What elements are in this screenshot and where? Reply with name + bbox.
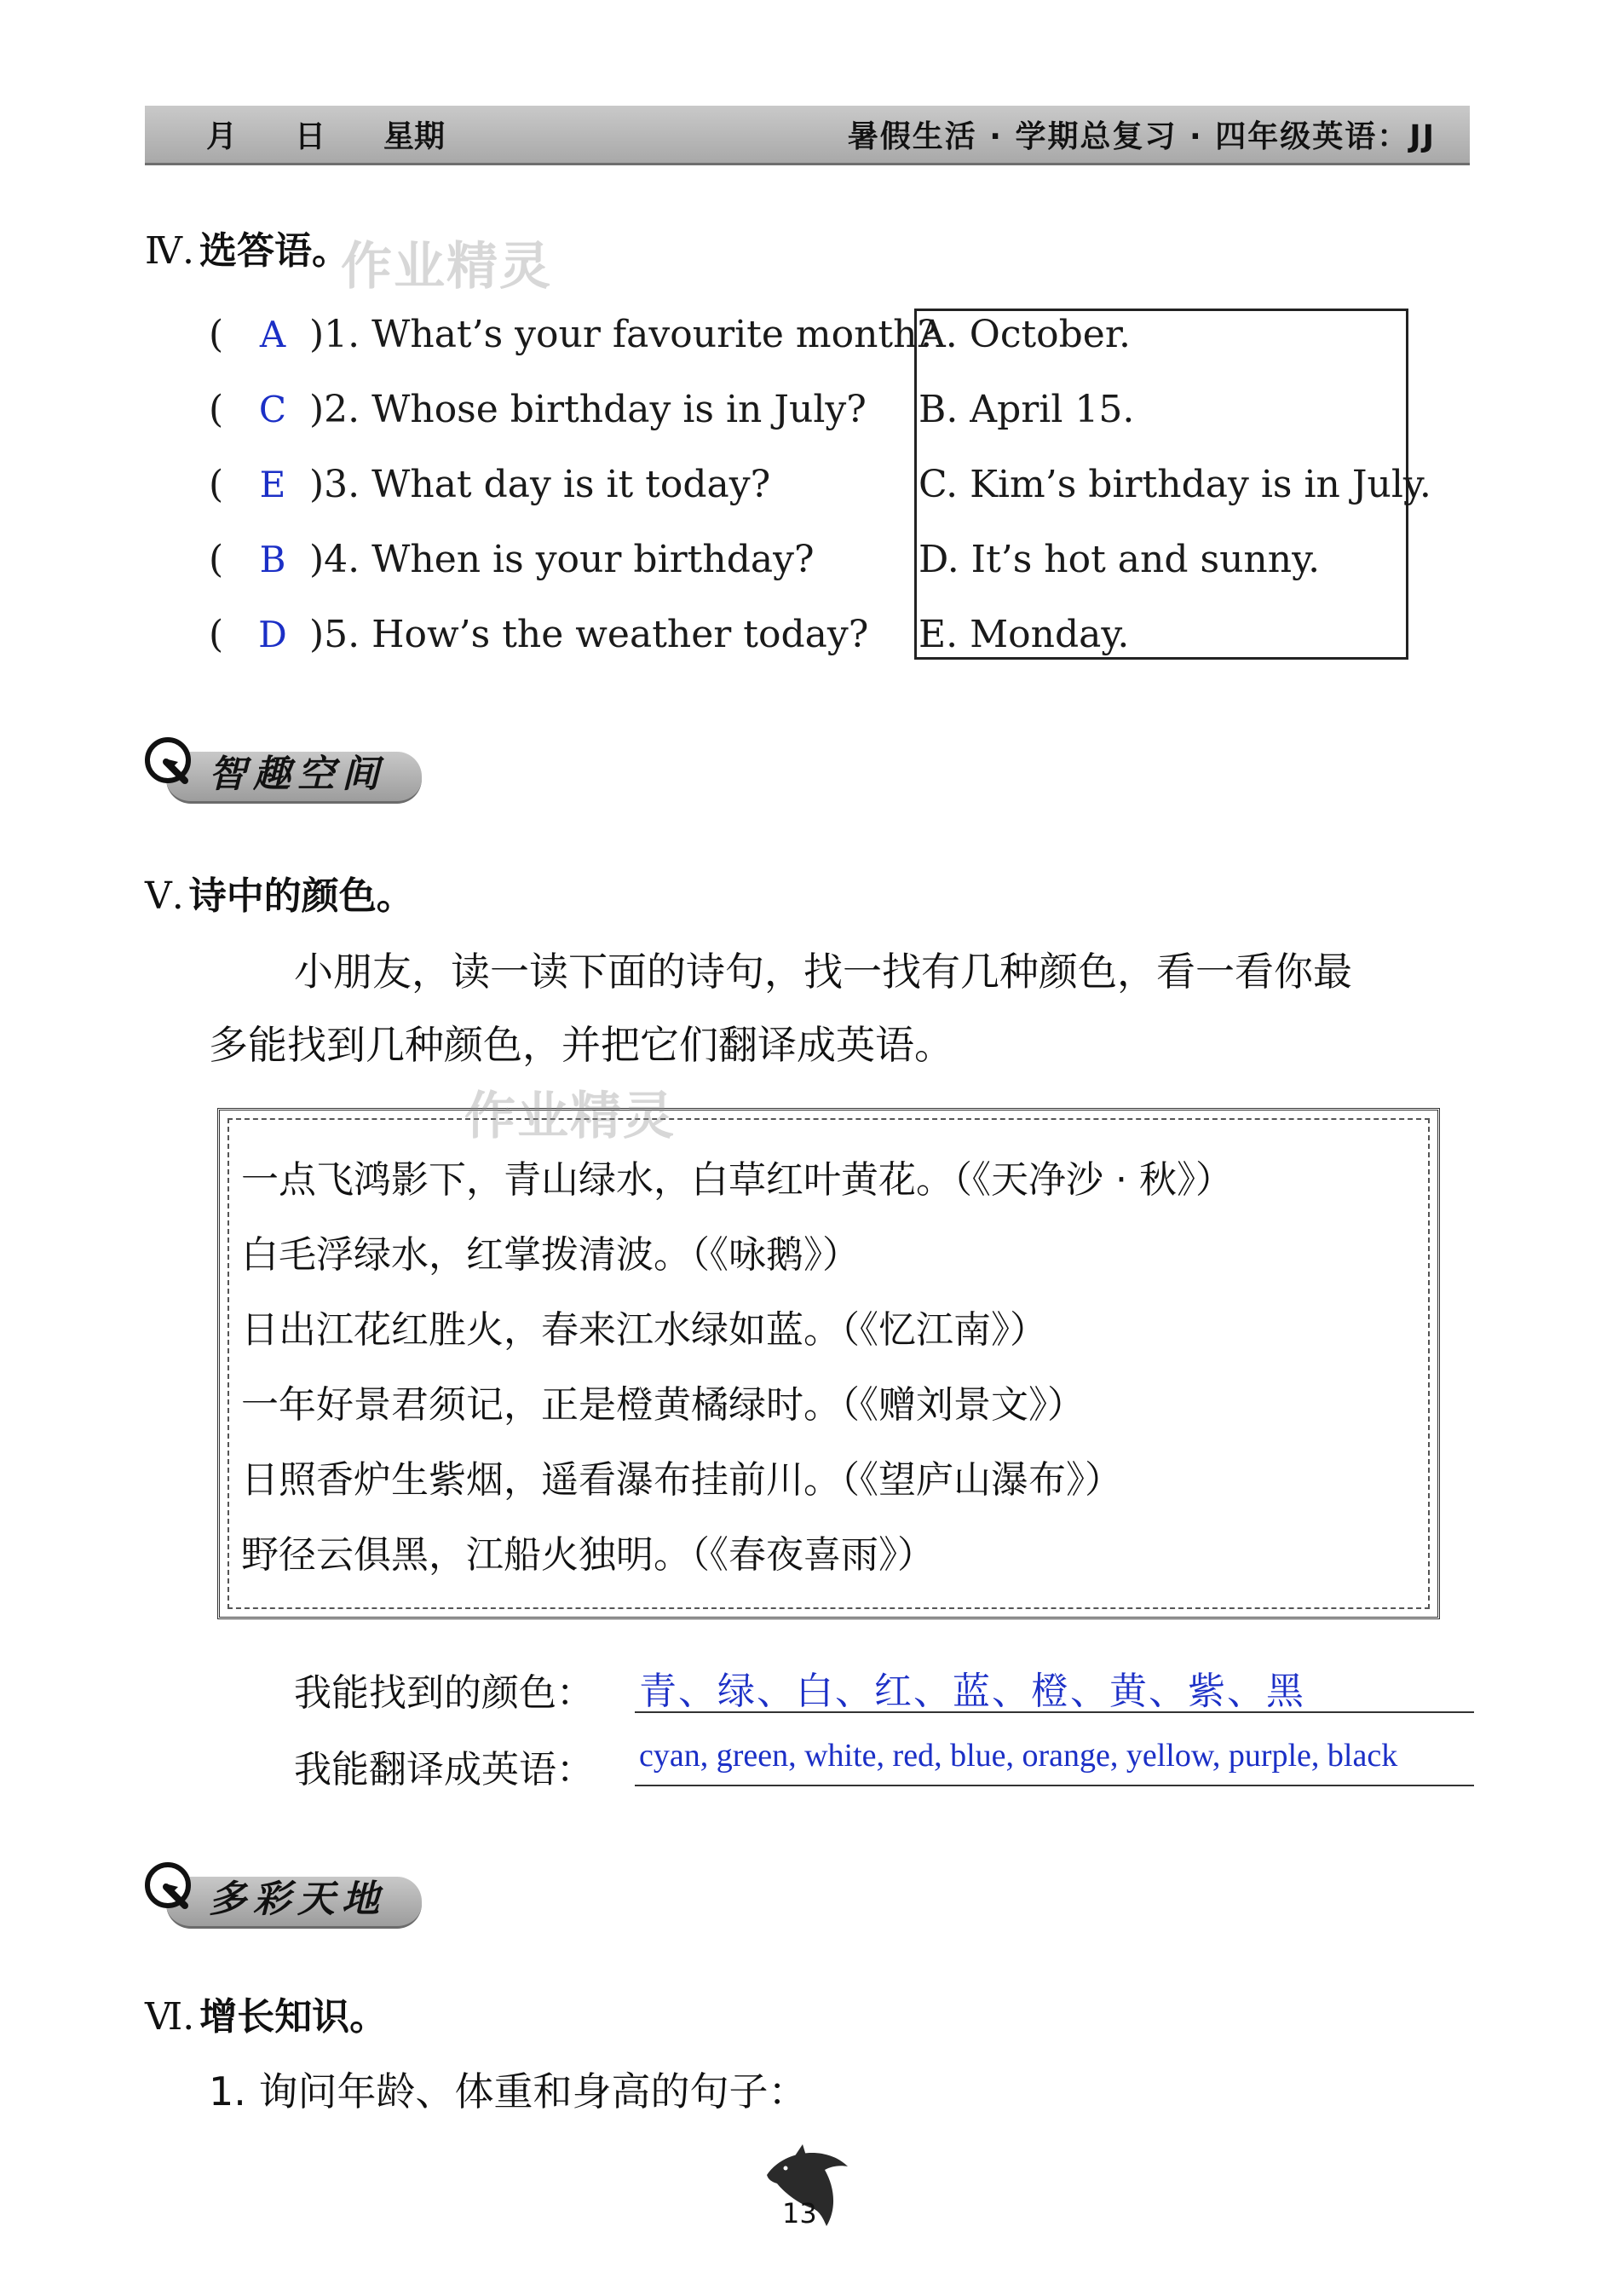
poem-line-5: 日照香炉生紫烟，遥看瀑布挂前川。（《望庐山瀑布》） [241,1458,1122,1502]
question-row [209,450,770,518]
poem-line-1: 一点飞鸿影下，青山绿水，白草红叶黄花。（《天净沙 · 秋》） [241,1158,1233,1202]
open-paren: ( [209,312,224,356]
section-4-numeral: Ⅳ. [145,229,194,273]
option-c: C. Kim’s birthday is in July. [919,462,1431,506]
option-e: E. Monday. [919,612,1130,656]
open-paren: ( [209,387,224,431]
answer-4: B [259,538,286,580]
section-6-numeral: Ⅵ. [145,1995,195,2039]
option-b: B. April 15. [919,387,1135,431]
banner-duocai-label: 多彩天地 [209,1878,386,1921]
weekday-label: 星期 [383,119,446,154]
watermark: 作业精灵 [341,237,552,297]
magnifier-icon [141,733,209,801]
question-row [209,300,937,368]
banner-zhiqu [141,733,422,806]
question-3: )3. What day is it today? [309,462,771,506]
question-row [209,600,868,668]
page-header [145,106,1470,165]
answer-3: E [259,463,286,505]
section-6-title: 增长知识。 [199,1995,388,2039]
colors-label: 我能找到的颜色： [294,1671,594,1715]
question-2: )2. Whose birthday is in July? [309,387,867,431]
answer-2: C [258,388,287,430]
poem-line-2: 白毛浮绿水，红掌拨清波。（《咏鹅》） [241,1233,860,1277]
section-5-numeral: Ⅴ. [145,874,184,918]
page-number: 13 [782,2197,817,2230]
intro-line-2: 多能找到几种颜色，并把它们翻译成英语。 [209,1022,953,1068]
section-5-heading [145,865,414,920]
section-4-heading [145,220,349,274]
colors-answer: 青、绿、白、红、蓝、橙、黄、紫、黑 [639,1670,1305,1713]
english-answer: cyan, green, white, red, blue, orange, yellow, purple, black [639,1738,1398,1774]
book-title: 暑假生活 · 学期总复习 · 四年级英语：JJ [847,119,1436,154]
option-a: A. October. [919,312,1132,356]
question-1: )1. What’s your favourite month? [309,312,938,356]
banner-duocai [141,1858,422,1931]
section-5-title: 诗中的颜色。 [188,874,414,918]
option-d: D. It’s hot and sunny. [919,537,1321,581]
open-paren: ( [209,612,224,656]
colors-underline [635,1711,1474,1713]
answer-5: D [258,613,287,655]
question-row [209,375,867,443]
intro-line-1: 小朋友，读一读下面的诗句，找一找有几种颜色，看一看你最 [294,949,1352,995]
watermark: 作业精灵 [464,1087,676,1146]
answer-1: A [259,313,286,355]
banner-zhiqu-label: 智趣空间 [209,753,386,796]
poem-line-6: 野径云俱黑，江船火独明。（《春夜喜雨》） [241,1533,935,1577]
section-6-item-1: 1. 询问年龄、体重和身高的句子： [209,2068,808,2114]
day-label: 日 [295,119,326,154]
month-label: 月 [206,119,238,154]
open-paren: ( [209,537,224,581]
date-fields [206,112,445,156]
question-5: )5. How’s the weather today? [309,612,869,656]
open-paren: ( [209,462,224,506]
magnifier-icon [141,1858,209,1926]
english-label: 我能翻译成英语： [294,1748,594,1791]
section-6-heading [145,1986,387,2040]
section-4-title: 选答语。 [199,229,349,273]
english-underline [635,1785,1474,1786]
poem-line-4: 一年好景君须记，正是橙黄橘绿时。（《赠刘景文》） [241,1383,1085,1427]
poem-line-3: 日出江花红胜火，春来江水绿如蓝。（《忆江南》） [241,1308,1047,1352]
question-4: )4. When is your birthday? [309,537,815,581]
question-row [209,525,815,593]
